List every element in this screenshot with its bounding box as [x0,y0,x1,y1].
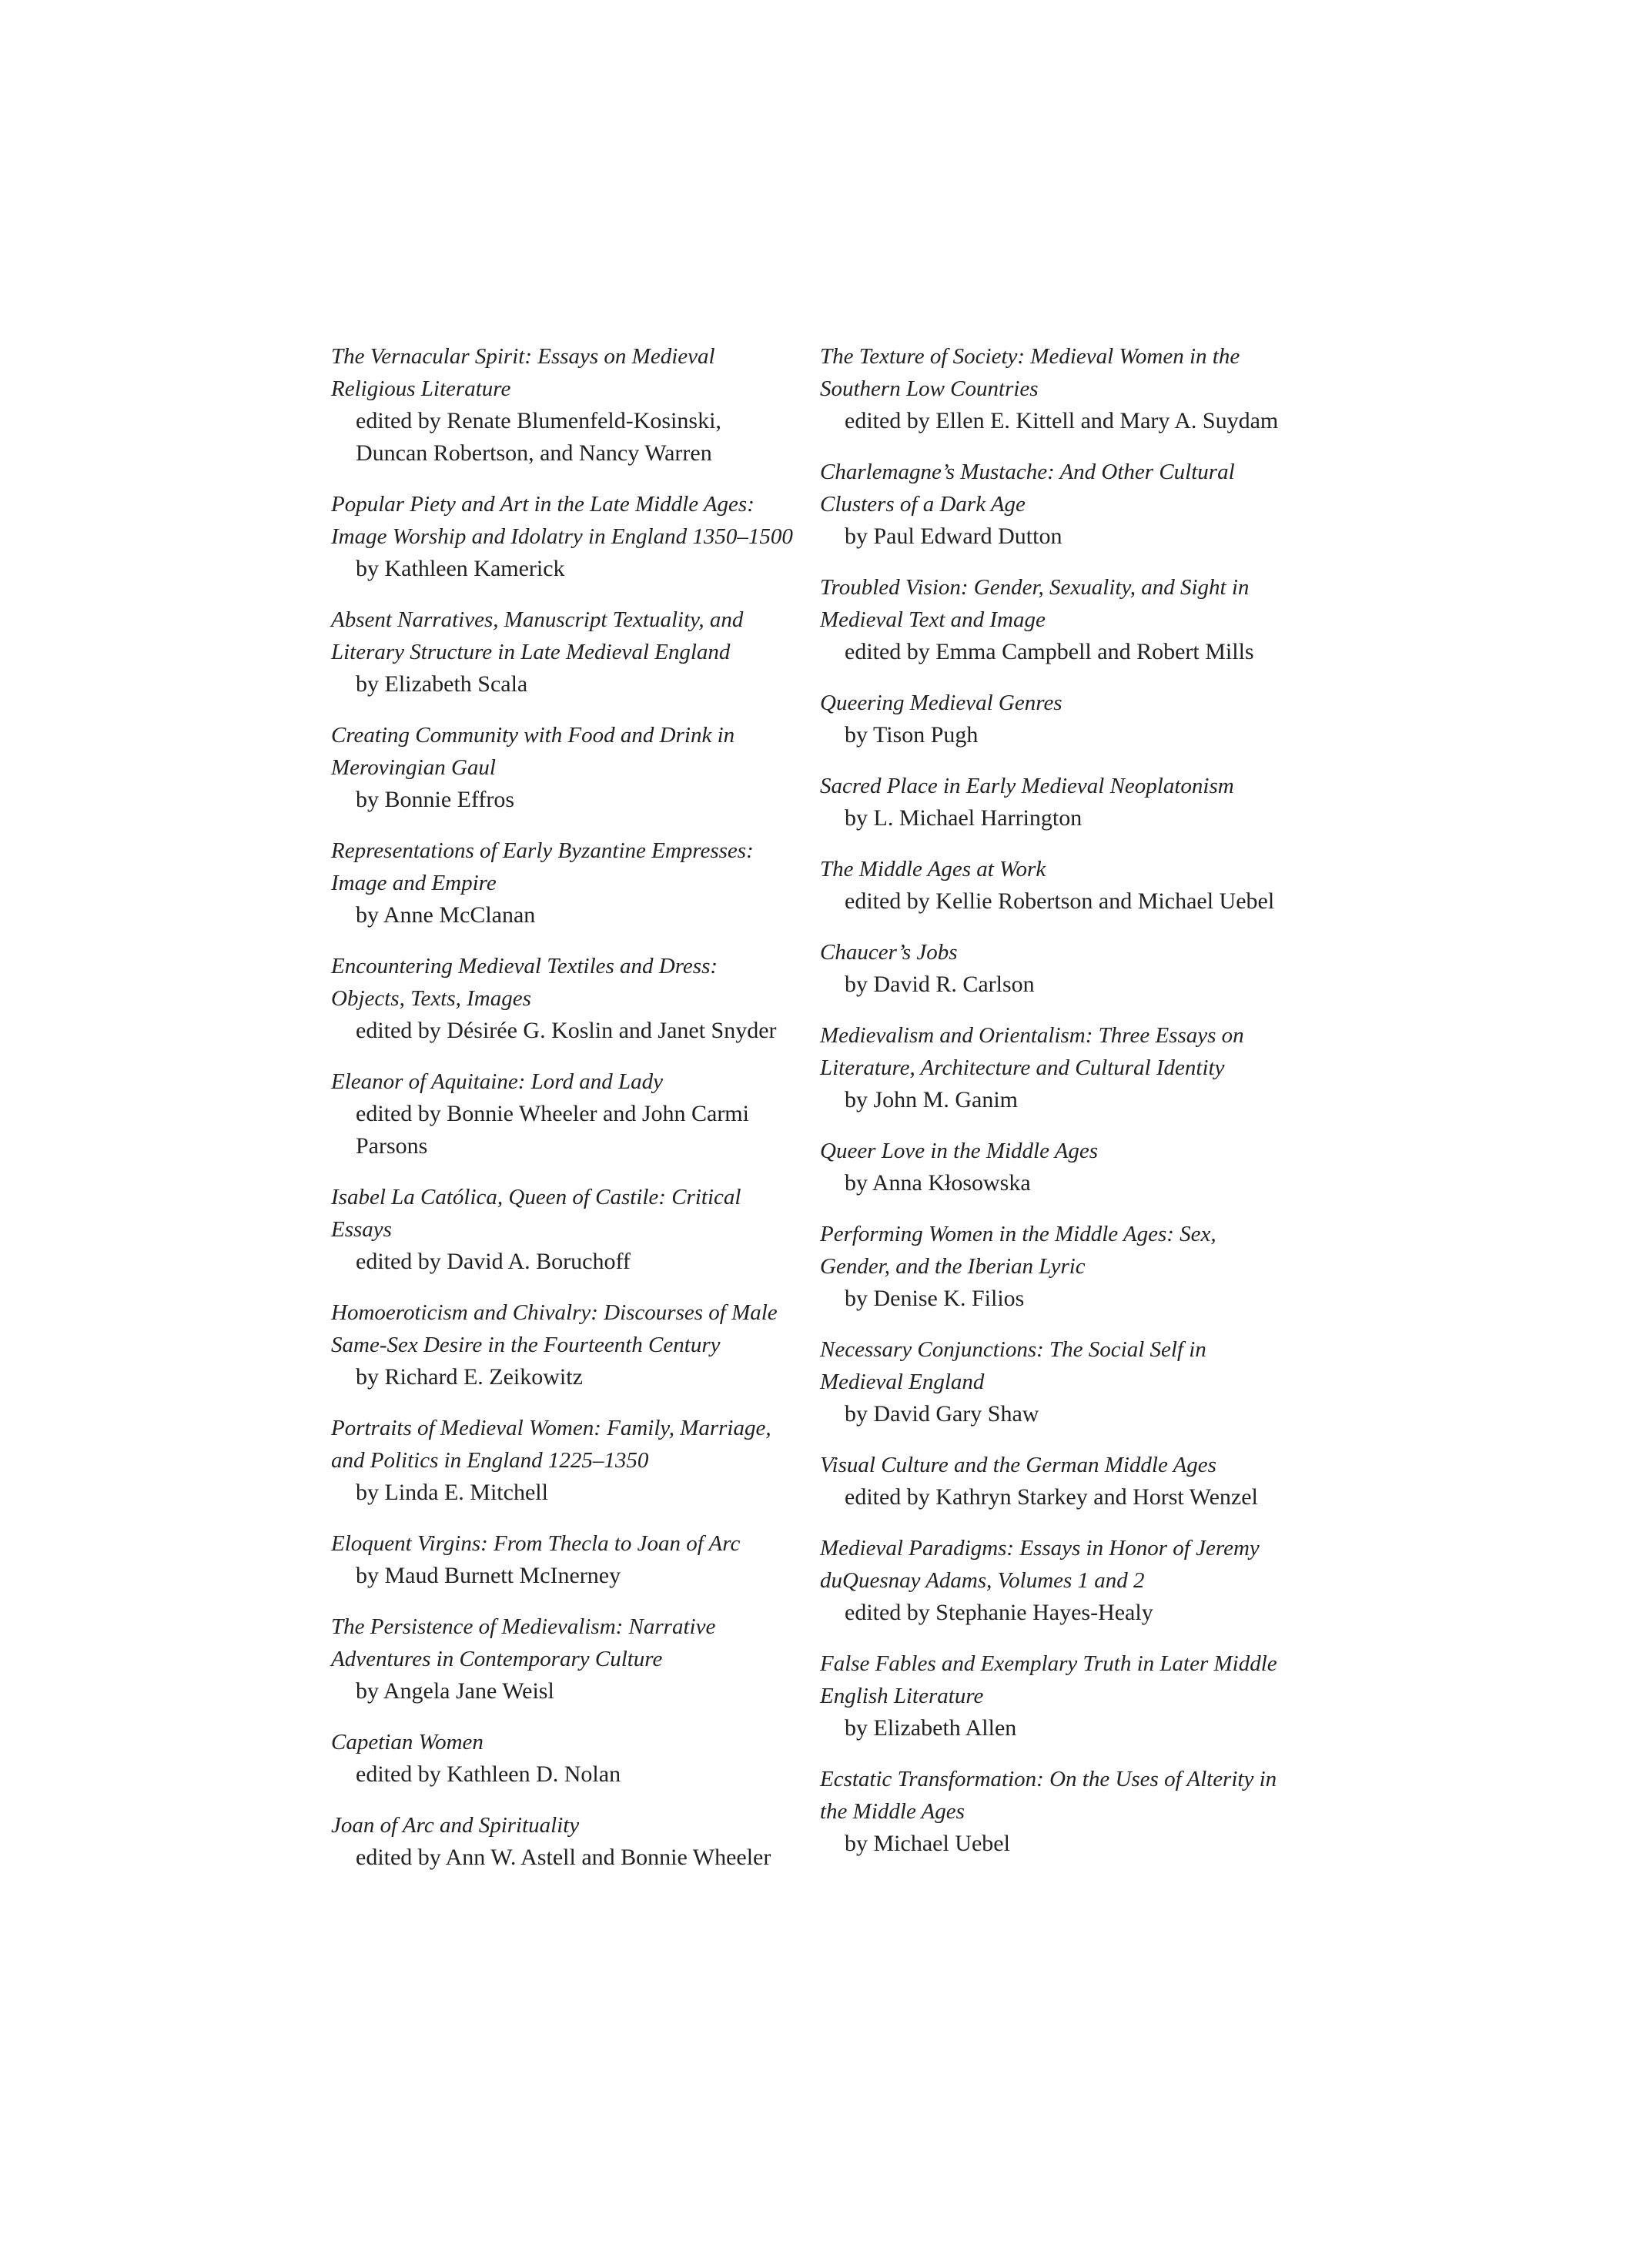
book-credit: by David Gary Shaw [845,1401,1039,1427]
book-title: Medievalism and Orientalism: Three Essays on Literature, Architecture and Cultural Identity [820,1023,1244,1080]
book-credit: edited by Ann W. Astell and Bonnie Wheeler [356,1845,771,1870]
book-entry [331,950,793,1047]
book-credit: by Tison Pugh [845,722,979,748]
book-entry [820,456,1282,553]
book-credit: by Richard E. Zeikowitz [356,1364,583,1390]
book-entry [331,1412,793,1509]
book-credit: by David R. Carlson [845,972,1035,997]
book-title: Chaucer’s Jobs [820,940,958,965]
book-title: Eloquent Virgins: From Thecla to Joan of Arc [331,1531,741,1556]
book-credit: edited by Désirée G. Koslin and Janet Snyder [356,1018,777,1043]
book-credit: by Angela Jane Weisl [356,1678,554,1704]
book-title: Encountering Medieval Textiles and Dress: Objects, Texts, Images [331,954,718,1011]
book-title: Queering Medieval Genres [820,691,1062,715]
book-list-column-left [331,340,793,1892]
book-title: Portraits of Medieval Women: Family, Marriage, and Politics in England 1225–1350 [331,1416,771,1473]
book-title: Homoeroticism and Chivalry: Discourses of Male Same-Sex Desire in the Fourteenth Century [331,1300,778,1357]
book-credit: by Paul Edward Dutton [845,524,1062,549]
book-credit: edited by David A. Boruchoff [356,1249,631,1274]
book-title: The Persistence of Medievalism: Narrative Adventures in Contemporary Culture [331,1614,716,1671]
book-entry [820,1763,1282,1860]
book-title: Isabel La Católica, Queen of Castile: Critical Essays [331,1185,741,1242]
book-credit: by Michael Uebel [845,1831,1010,1856]
book-entry [820,1333,1282,1430]
book-title: Charlemagne’s Mustache: And Other Cultural Clusters of a Dark Age [820,460,1235,517]
book-title: Medieval Paradigms: Essays in Honor of Jeremy duQuesnay Adams, Volumes 1 and 2 [820,1536,1260,1593]
book-title: The Texture of Society: Medieval Women in the Southern Low Countries [820,344,1240,401]
book-title: Representations of Early Byzantine Empresses: Image and Empire [331,838,754,895]
book-list-column-right [820,340,1282,1878]
book-credit: edited by Renate Blumenfeld-Kosinski, Duncan Robertson, and Nancy Warren [356,408,721,466]
book-credit: edited by Kathryn Starkey and Horst Wenzel [845,1484,1258,1510]
book-title: Queer Love in the Middle Ages [820,1139,1099,1163]
book-credit: edited by Ellen E. Kittell and Mary A. Suydam [845,408,1279,433]
book-title: The Vernacular Spirit: Essays on Medieval Religious Literature [331,344,715,401]
book-entry [820,1135,1282,1199]
book-title: Capetian Women [331,1730,484,1755]
book-title: Ecstatic Transformation: On the Uses of Alterity in the Middle Ages [820,1767,1277,1824]
book-title: Troubled Vision: Gender, Sexuality, and Sight in Medieval Text and Image [820,575,1250,632]
book-title: Joan of Arc and Spirituality [331,1813,580,1838]
book-entry [331,1726,793,1791]
book-entry [820,1218,1282,1315]
book-credit: edited by Stephanie Hayes-Healy [845,1600,1153,1625]
book-title: False Fables and Exemplary Truth in Later Middle English Literature [820,1651,1277,1708]
book-entry [331,604,793,701]
book-entry [820,770,1282,835]
book-title: Performing Women in the Middle Ages: Sex, Gender, and the Iberian Lyric [820,1222,1216,1279]
book-entry [331,1181,793,1278]
book-entry [331,1296,793,1393]
book-entry [331,1527,793,1592]
book-entry [820,936,1282,1001]
book-credit: by Elizabeth Allen [845,1715,1017,1741]
book-credit: by Bonnie Effros [356,787,515,812]
book-credit: by John M. Ganim [845,1087,1018,1112]
book-title: Absent Narratives, Manuscript Textuality, and Literary Structure in Late Medieval England [331,607,744,664]
book-title: Creating Community with Food and Drink in Merovingian Gaul [331,723,735,780]
book-entry [331,340,793,470]
book-credit: by Maud Burnett McInerney [356,1563,621,1588]
book-entry [820,1647,1282,1744]
book-entry [820,571,1282,668]
book-credit: edited by Bonnie Wheeler and John Carmi Parsons [356,1101,749,1159]
book-entry [331,1809,793,1874]
book-entry [820,1449,1282,1514]
book-title: Necessary Conjunctions: The Social Self in Medieval England [820,1337,1206,1394]
book-credit: edited by Kathleen D. Nolan [356,1761,621,1787]
book-title: Sacred Place in Early Medieval Neoplatonism [820,774,1234,798]
book-credit: edited by Emma Campbell and Robert Mills [845,639,1254,664]
book-entry [820,1019,1282,1116]
book-entry [331,835,793,932]
book-credit: by L. Michael Harrington [845,805,1083,831]
book-credit: by Anna Kłosowska [845,1170,1031,1196]
book-credit: by Elizabeth Scala [356,671,528,697]
book-credit: by Kathleen Kamerick [356,556,565,581]
book-title: Eleanor of Aquitaine: Lord and Lady [331,1069,663,1094]
book-entry [331,488,793,585]
book-entry [820,340,1282,437]
book-title: Visual Culture and the German Middle Ages [820,1453,1216,1477]
book-credit: edited by Kellie Robertson and Michael Uebel [845,888,1275,914]
book-credit: by Linda E. Mitchell [356,1480,548,1505]
book-credit: by Anne McClanan [356,902,536,928]
book-entry [331,719,793,816]
book-entry [331,1065,793,1162]
book-entry [820,1532,1282,1629]
book-entry [331,1611,793,1708]
book-entry [820,853,1282,918]
book-entry [820,687,1282,751]
book-title: Popular Piety and Art in the Late Middle Ages: Image Worship and Idolatry in England 1350–1500 [331,492,793,549]
book-credit: by Denise K. Filios [845,1286,1025,1311]
book-title: The Middle Ages at Work [820,857,1046,881]
